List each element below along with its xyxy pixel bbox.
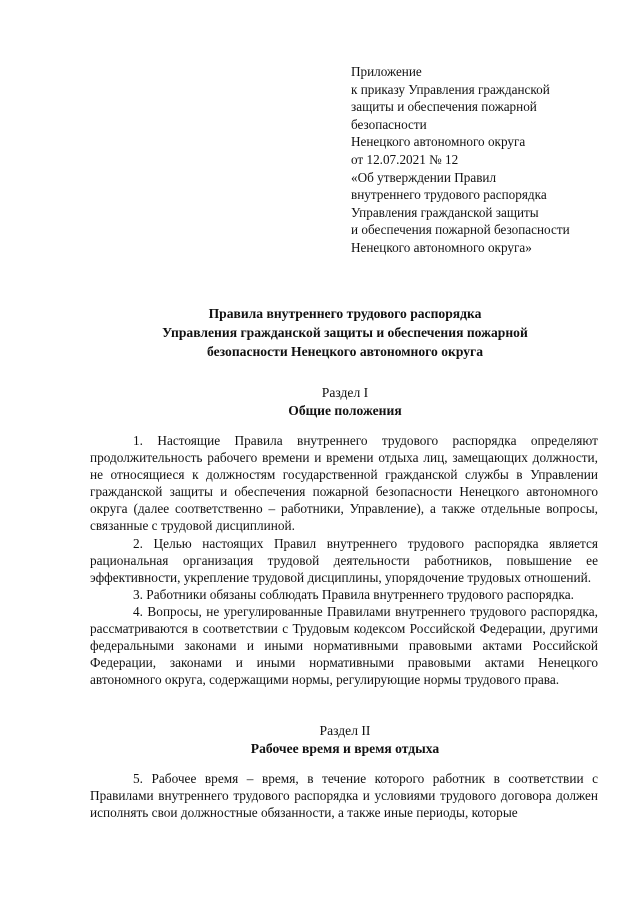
title-line: Управления гражданской защиты и обеспечения пожарной <box>162 325 528 340</box>
section-1-heading <box>90 384 600 420</box>
paragraph: 2. Целью настоящих Правил внутреннего трудового распорядка является рациональная организация трудовой деятельности работников, повышение ее эффективности, укрепление трудовой дисциплины, упорядочение трудовых отношений. <box>90 535 598 585</box>
appendix-line: к приказу Управления гражданской <box>351 81 550 97</box>
appendix-line: Управления гражданской защиты <box>351 204 539 220</box>
section-2-body <box>90 770 598 821</box>
paragraph: 3. Работники обязаны соблюдать Правила внутреннего трудового распорядка. <box>133 586 574 602</box>
section-number: Раздел II <box>319 723 371 738</box>
document-title <box>90 304 600 361</box>
section-name: Общие положения <box>288 403 402 418</box>
appendix-line: защиты и обеспечения пожарной <box>351 99 537 115</box>
appendix-line: Приложение <box>351 64 422 79</box>
paragraph: 5. Рабочее время – время, в течение которого работник в соответствии с Правилами внутреннего трудового распорядка и условиями трудового договора должен исполнять свои должностные обязанности, а также иные периоды, которые <box>90 771 598 821</box>
paragraph: 4. Вопросы, не урегулированные Правилами внутреннего трудового распорядка, рассматриваются в соответствии с Трудовым кодексом Российской Федерации, другими федеральными законами и иными нормативными правовыми актами Российской Федерации, законами и иными нормативными правовыми актами Ненецкого автономного округа, содержащими нормы, регулирующие нормы трудового права. <box>90 603 598 688</box>
appendix-line: Ненецкого автономного округа <box>351 134 526 150</box>
appendix-line: «Об утверждении Правил <box>351 169 497 185</box>
section-2-heading <box>90 722 600 758</box>
appendix-line: безопасности <box>351 116 427 132</box>
appendix-line: внутреннего трудового распорядка <box>351 187 547 203</box>
appendix-line: от 12.07.2021 № 12 <box>351 151 459 167</box>
title-line: Правила внутреннего трудового распорядка <box>208 306 482 321</box>
paragraph: 1. Настоящие Правила внутреннего трудового распорядка определяют продолжительность рабочего времени и времени отдыха лиц, замещающих должности, не относящиеся к должностям государственной гражданской службы в Управлении гражданской защиты и обеспечения пожарной безопасности Ненецкого автономного округа (далее соответственно – работники, Управление), а также отдельные вопросы, связанные с трудовой дисциплиной. <box>90 433 598 534</box>
appendix-line: и обеспечения пожарной безопасности <box>351 222 570 238</box>
section-name: Рабочее время и время отдыха <box>250 741 440 756</box>
section-1-body <box>90 432 598 688</box>
title-line: безопасности Ненецкого автономного округа <box>206 344 483 359</box>
appendix-header <box>351 63 611 257</box>
section-number: Раздел I <box>321 385 369 400</box>
appendix-line: Ненецкого автономного округа» <box>351 239 532 255</box>
